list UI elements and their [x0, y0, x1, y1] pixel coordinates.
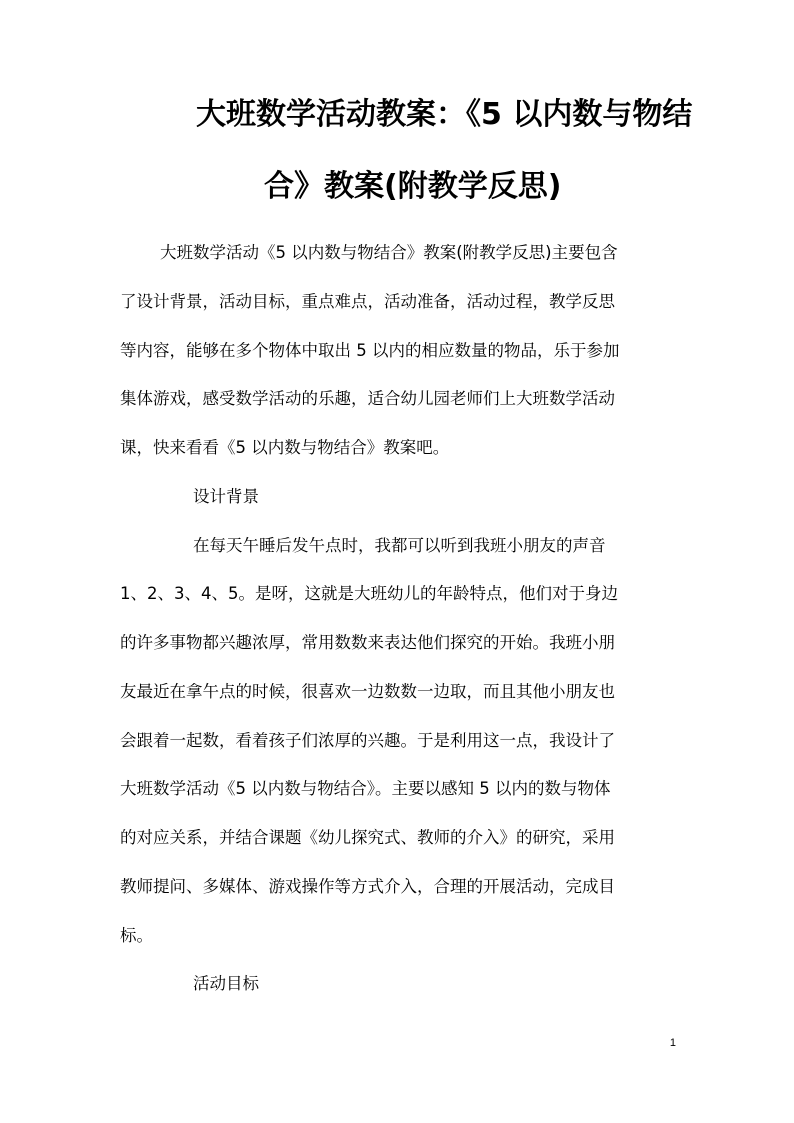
intro-line-5: 课，快来看看《5 以内数与物结合》教案吧。	[120, 438, 450, 457]
design-line-4: 友最近在拿午点的时候，很喜欢一边数数一边取，而且其他小朋友也	[120, 682, 615, 701]
design-line-7: 的对应关系，并结合课题《幼儿探究式、教师的介入》的研究，采用	[120, 828, 615, 847]
intro-line-3: 等内容，能够在多个物体中取出 5 以内的相应数量的物品，乐于参加	[120, 341, 620, 360]
intro-line-4: 集体游戏，感受数学活动的乐趣，适合幼儿园老师们上大班数学活动	[120, 389, 615, 408]
design-line-6: 大班数学活动《5 以内数与物结合》。主要以感知 5 以内的数与物体	[120, 779, 611, 798]
design-line-5: 会跟着一起数，看着孩子们浓厚的兴趣。于是利用这一点，我设计了	[120, 731, 615, 750]
design-line-1: 在每天午睡后发午点时，我都可以听到我班小朋友的声音	[193, 536, 606, 555]
document-title-line-1: 大班数学活动教案：《5 以内数与物结	[196, 97, 693, 132]
section-heading-goals: 活动目标	[193, 974, 259, 993]
design-line-3: 的许多事物都兴趣浓厚，常用数数来表达他们探究的开始。我班小朋	[120, 633, 615, 652]
document-title-line-2: 合》教案(附教学反思)	[264, 169, 562, 204]
page-number: 1	[669, 1037, 676, 1049]
design-line-9: 标。	[120, 926, 153, 945]
design-line-8: 教师提问、多媒体、游戏操作等方式介入，合理的开展活动，完成目	[120, 877, 615, 896]
intro-line-2: 了设计背景，活动目标，重点难点，活动准备，活动过程，教学反思	[120, 292, 615, 311]
design-line-2: 1、2、3、4、5。是呀，这就是大班幼儿的年龄特点，他们对于身边	[120, 584, 618, 603]
section-heading-design: 设计背景	[193, 487, 259, 506]
intro-line-1: 大班数学活动《5 以内数与物结合》教案(附教学反思)主要包含	[160, 243, 618, 262]
